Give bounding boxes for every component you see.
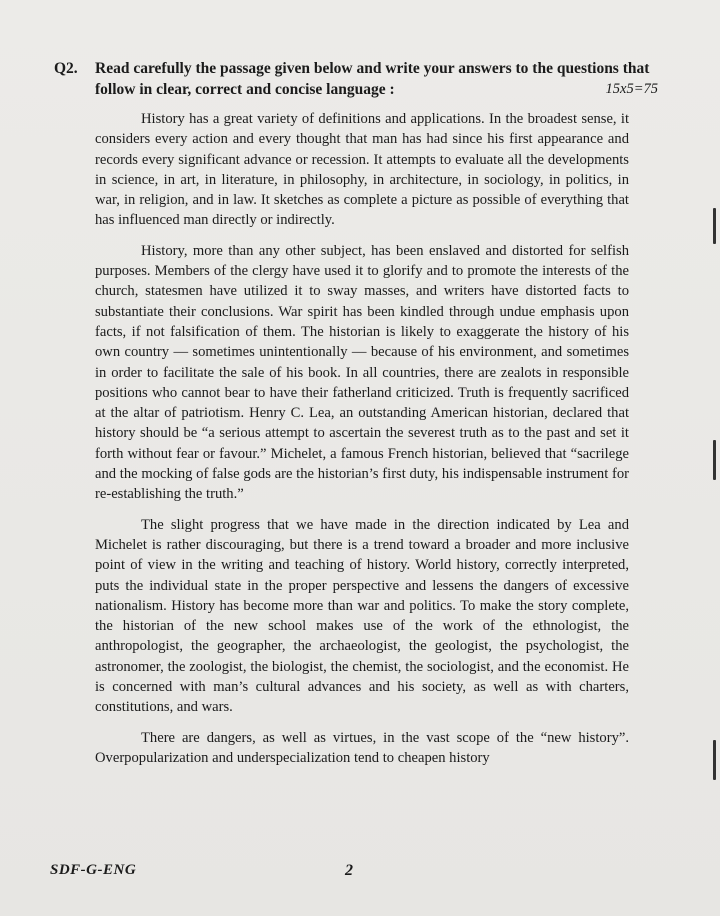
passage-paragraph-2: History, more than any other subject, has been enslaved and distorted for selfish purposes. Members of the clergy have used it to glorify and to promote the interests of the church, statesmen have utilized it to sway masses, and writers have distorted facts to substantiate their conclusions. War spirit has been kindled through undue emphasis upon facts, if not falsification of them. The historian is likely to exaggerate the history of his own country — sometimes unintentionally — because of his environment, and sometimes in order to facilitate the sale of his book. In all countries, there are zealots in responsible positions who cannot bear to have their fatherland criticized. Truth is frequently sacrificed at the altar of patriotism. Henry C. Lea, an outstanding American historian, declared that history should be “a serious attempt to ascertain the severest truth as to the past and set it forth without fear or favour.” Michelet, a famous French historian, believed that “sacrilege and the mocking of false gods are the historian’s first duty, his indispensable instrument for re-establishing the truth.” (95, 242, 629, 503)
question-block (54, 58, 662, 100)
question-instruction-wrap (95, 58, 662, 100)
scan-edge-mark (713, 208, 716, 244)
scan-edge-mark (713, 440, 716, 480)
question-instruction: Read carefully the passage given below and write your answers to the questions that follow in clear, correct and concise language : (95, 60, 650, 98)
paper-code: SDF-G-ENG (50, 862, 137, 878)
question-header (54, 58, 662, 100)
passage-paragraph-3: The slight progress that we have made in the direction indicated by Lea and Michelet is rather discouraging, but there is a trend toward a broader and more inclusive point of view in the writing and teaching of history. World history, correctly interpreted, puts the individual state in the proper perspective and lessens the dangers of excessive nationalism. History has become more than war and politics. To make the story complete, the historian of the new school makes use of the work of the ethnologist, the anthropologist, the geographer, the archaeologist, the geologist, the psychologist, the astronomer, the zoologist, the biologist, the chemist, the sociologist, and the economist. He is concerned with man’s cultural advances and his society, as well as with charters, constitutions, and wars. (95, 516, 629, 716)
scan-edge-mark (713, 740, 716, 780)
passage (95, 109, 629, 778)
page-number: 2 (345, 862, 353, 879)
question-marks: 15x5=75 (605, 81, 658, 97)
question-number: Q2. (54, 60, 78, 77)
passage-paragraph-1: History has a great variety of definitions and applications. In the broadest sense, it considers every action and every thought that man has had since his first appearance and records every significant advance or recession. It attempts to evaluate all the developments in science, in art, in literature, in philosophy, in architecture, in sociology, in politics, in war, in religion, and in law. It sketches as complete a picture as possible of everything that has influenced man directly or indirectly. (95, 111, 629, 229)
passage-paragraph-4: There are dangers, as well as virtues, in the vast scope of the “new history”. Overpopularization and underspecialization tend to cheapen history (95, 729, 629, 766)
